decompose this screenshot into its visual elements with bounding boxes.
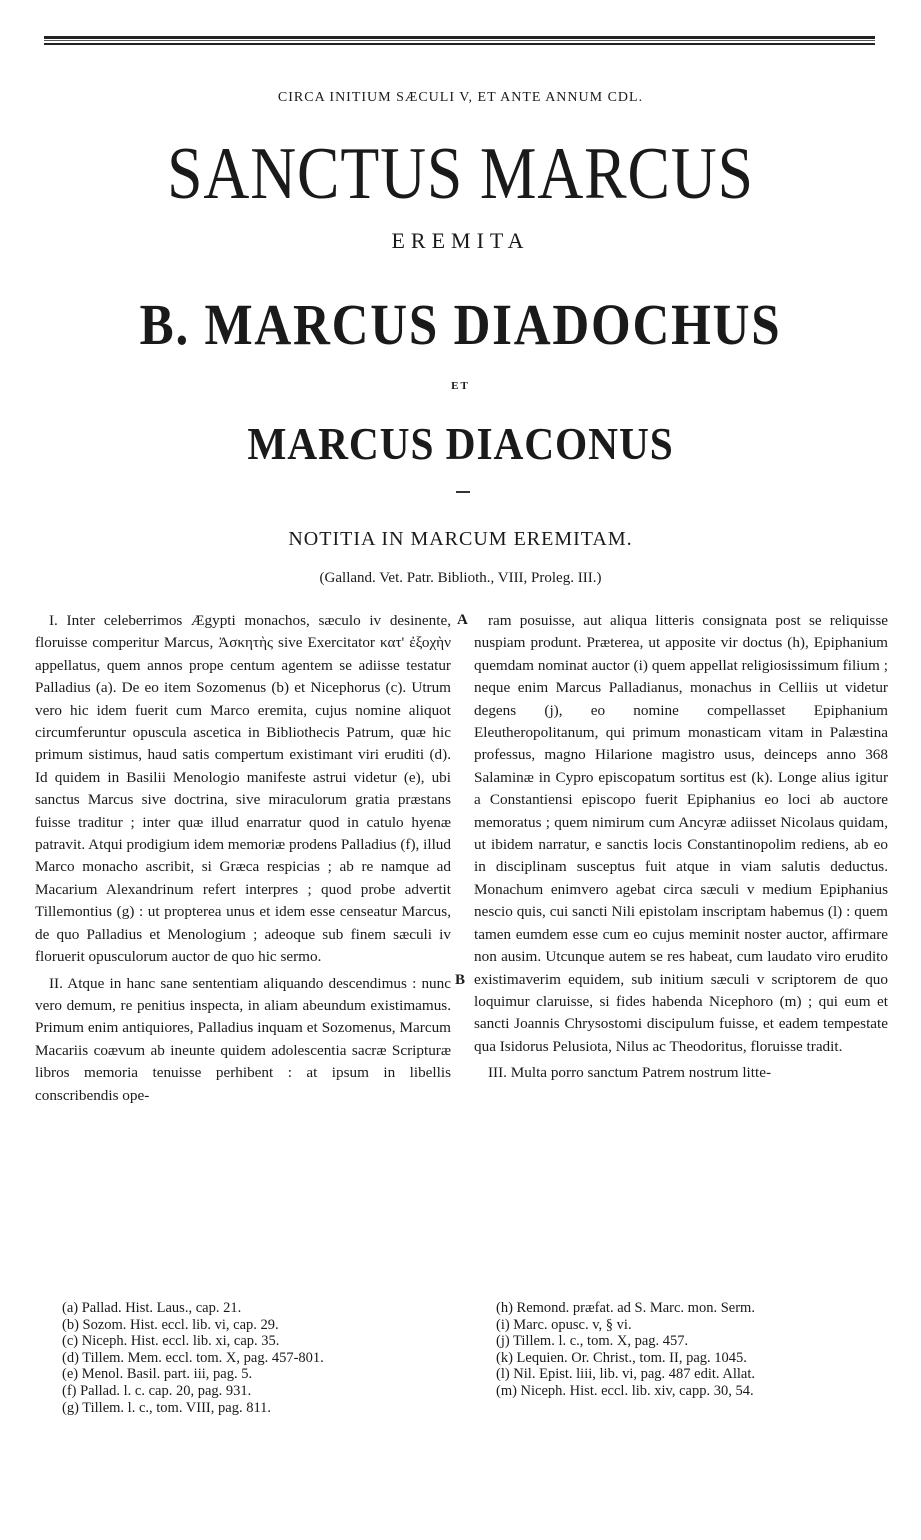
paragraph: III. Multa porro sanctum Patrem nostrum litte- <box>488 1064 772 1082</box>
footnote: (l) Nil. Epist. liii, lib. vi, pag. 487 edit. Allat. <box>496 1366 755 1383</box>
title-third: MARCUS DIACONUS <box>247 418 674 469</box>
paragraph: II. Atque in hanc sane sententiam aliquando descendimus : nunc vero demum, re penitius inspecta, in aliam abeundum existimamus. Primum enim antiquiores, Palladius inquam et Sozomenus, Marcum Macariis coævum ab ineunte quidem adolescentia sacræ Scripturæ libros memoria tenuisse perhibent : at ipsum in libellis conscribendis ope- <box>35 974 451 1104</box>
footnote: (c) Niceph. Hist. eccl. lib. xi, cap. 35. <box>62 1333 280 1350</box>
title-main: SANCTUS MARCUS <box>167 133 754 215</box>
footnote: (f) Pallad. l. c. cap. 20, pag. 931. <box>62 1382 252 1399</box>
footnotes-left <box>62 1300 442 1416</box>
footnote: (h) Remond. præfat. ad S. Marc. mon. Serm. <box>496 1300 755 1316</box>
body-column-right <box>474 610 888 1085</box>
source-line: (Galland. Vet. Patr. Biblioth., VIII, Proleg. III.) <box>319 570 602 586</box>
margin-mark: A <box>457 612 468 628</box>
margin-mark: B <box>455 972 466 988</box>
footnote: (j) Tillem. l. c., tom. X, pag. 457. <box>496 1333 689 1350</box>
footnote: (e) Menol. Basil. part. iii, pag. 5. <box>62 1366 253 1383</box>
section-title: NOTITIA IN MARCUM EREMITAM. <box>288 528 633 550</box>
paragraph: ram posuisse, aut aliqua litteris consignata post se reliquisse nuspiam produnt. Præterea, ut apposite vir doctus (h), Epiphanium quemdam nominat auctor (i) quem appellat religiosissimum filium ; neque enim Marcus Palladianus, monachus in Celliis ut videtur degens (j), eo nomine compellasset Epiphanium Eleutheropolitanum, qui primum monasticam vitam in Palæstina professus, magno Hilarione magistro usus, deinceps anno 368 Salaminæ in Cypro episcopatum sortitus est (k). Longe alius igitur a Constantiensi episcopo fuerit Epiphanius eo loci ab auctore memoratus ; quem nimirum cum Ancyræ adiisset Nicolaus quidam, ut ibidem narratur, e sanctis locis Constantinopolim rediens, ab eo in disciplinam susceptus fuit atque in viam salutis deductus. Monachum enimvero agebat circa sæculi v medium Epiphanius nescio quis, cui sancti Nili epistolam inscriptam habemus (l) : quem tamen eumdem esse cum eo cujus meminit noster auctor, affirmare non ausim. Utcunque autem se res habeat, cum laudato viro erudito existimaverim equidem, sub initium sæculi v scriptorem de quo loquimur claruisse, si fides habenda Nicephoro (m) ; qui eum et sancti Joannis Chrysostomi discipulum fuisse, et eadem tempestate qua Isidorus Pelusiota, Nilus ac Theodoritus, floruisse tradit. <box>474 612 888 1055</box>
running-head: CIRCA INITIUM SÆCULI V, ET ANTE ANNUM CDL. <box>277 90 644 105</box>
title-divider <box>456 491 470 493</box>
footnote: (m) Niceph. Hist. eccl. lib. xiv, capp. 30, 54. <box>496 1382 754 1399</box>
footnote: (b) Sozom. Hist. eccl. lib. vi, cap. 29. <box>62 1316 279 1333</box>
title-second: B. MARCUS DIADOCHUS <box>139 292 782 357</box>
footnotes-right <box>496 1300 896 1400</box>
footnote: (d) Tillem. Mem. eccl. tom. X, pag. 457-801. <box>62 1349 324 1366</box>
footnote: (k) Lequien. Or. Christ., tom. II, pag. 1045. <box>496 1349 747 1366</box>
footnote: (g) Tillem. l. c., tom. VIII, pag. 811. <box>62 1399 272 1416</box>
footnote: (i) Marc. opusc. v, § vi. <box>496 1316 632 1333</box>
top-rule <box>44 36 875 45</box>
footnote: (a) Pallad. Hist. Laus., cap. 21. <box>62 1300 242 1316</box>
paragraph: I. Inter celeberrimos Ægypti monachos, sæculo iv desinente, floruisse comperitur Marcus, Ἀσκητὴς sive Exercitator κατ' ἐξοχὴν appellatus, quem annos prope centum agentem se adiisse testatur Palladius (a). De eo item Sozomenus (b) et Nicephorus (c). Utrum vero hic idem fuerit cum Marco eremita, cujus nomine aliquot circumferuntur opuscula ascetica in Bibliothecis Patrum, quæ hic primum sistimus, haud satis compertum existimant viri eruditi (d). Id quidem in Basilii Menologio manifeste astrui videtur (e), ubi sanctus Marcus sive doctrina, sive miraculorum gratia præstans fuisse traditur ; inter quæ illud enarratur quod in catulo hyenæ patravit. Atqui prodigium idem memoriæ prodens Palladius (f), illud Marco monacho ascribit, si Græca respicias ; ab re namque ad Macarium Alexandrinum refert interpres ; quod probe advertit Tillemontius (g) : ut propterea unus et idem esse censeatur Marcus, de quo Palladius et Menologium ; adeoque sub finem sæculi iv floruerit opusculorum auctor de quo hic sermo. <box>35 612 451 966</box>
connector: ET <box>451 380 470 392</box>
subtitle: EREMITA <box>391 228 530 253</box>
body-column-left <box>35 610 451 1107</box>
